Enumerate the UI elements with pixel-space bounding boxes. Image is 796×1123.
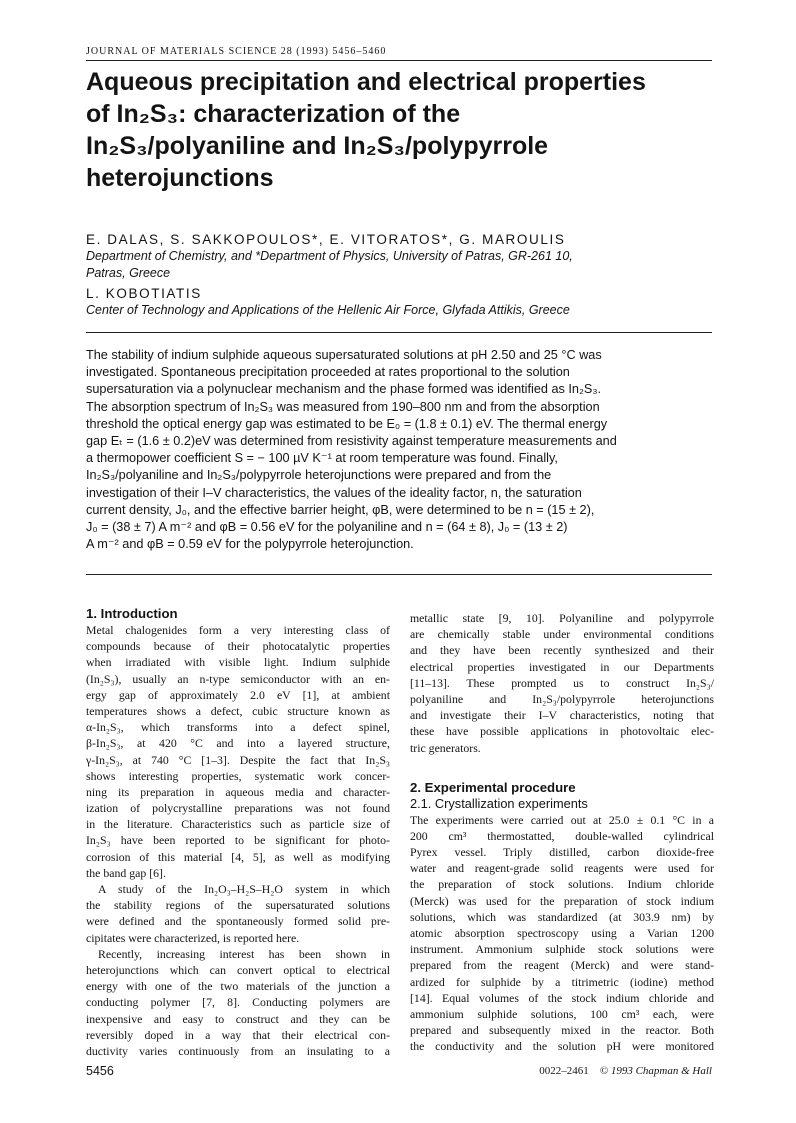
- title-line: Aqueous precipitation and electrical properties: [86, 68, 646, 96]
- copyright-notice: © 1993 Chapman & Hall: [599, 1065, 712, 1077]
- body-line: The experiments were carried out at 25.0 ± 0.1 °C in a: [410, 812, 714, 827]
- body-line: polyaniline and In₂S₃/polypyrrole heterojunctions: [410, 691, 714, 706]
- body-line: heterojunctions which can convert optical to electrical: [86, 962, 390, 977]
- body-line: conducting polymer [7, 8]. Conducting polymers are: [86, 995, 390, 1010]
- running-head: JOURNAL OF MATERIALS SCIENCE 28 (1993) 5456–5460: [86, 46, 387, 57]
- body-line: (In₂S₃), usually an n-type semiconductor with an en-: [86, 671, 390, 686]
- body-line: electrical properties investigated in our Departments: [410, 659, 714, 674]
- issn: 0022–2461: [539, 1065, 589, 1077]
- affiliation-line: Department of Chemistry, and *Department of Physics, University of Patras, GR-261 10,: [86, 249, 573, 263]
- page-number: 5456: [86, 1064, 114, 1078]
- body-line: the band gap [6].: [86, 865, 166, 880]
- body-line: reversibly doped in a way that their electrical con-: [86, 1027, 390, 1042]
- body-line: [11–13]. These prompted us to construct In₂S₃/: [410, 675, 714, 690]
- abstract-top-rule: [86, 332, 712, 333]
- body-line: atomic absorption spectroscopy using a Varian 1200: [410, 926, 714, 940]
- abstract-line: current density, J₀, and the effective barrier height, φB, were determined to be n = (15 ± 2),: [86, 502, 595, 517]
- body-line: and they have been recently synthesized and their: [410, 643, 714, 658]
- right-column: [410, 610, 714, 1055]
- body-line: ergy gap of approximately 2.0 eV [1], at ambient: [86, 687, 390, 702]
- abstract-line: gap Eₜ = (1.6 ± 0.2)eV was determined from resistivity against temperature measurements and: [86, 434, 617, 449]
- subsection-heading-crystallization: 2.1. Crystallization experiments: [410, 795, 588, 811]
- section-heading-introduction: 1. Introduction: [86, 606, 178, 621]
- body-line: and investigate their I–V characteristics, noting that: [410, 708, 714, 723]
- body-line: A study of the In₂O₃–H₂S–H₂O system in which: [98, 882, 390, 896]
- affiliation-line: Patras, Greece: [86, 266, 171, 280]
- body-line: corrosion of this material [4, 5], as well as modifying: [86, 849, 390, 864]
- copyright-line: [539, 1065, 712, 1077]
- body-line: are chemically stable under environmental conditions: [410, 627, 714, 642]
- body-line: energy with one of the two materials of the junction a: [86, 979, 390, 994]
- body-line: metallic state [9, 10]. Polyaniline and polypyrrole: [410, 611, 714, 625]
- header-rule: [86, 60, 712, 61]
- left-column: [86, 606, 390, 1059]
- body-line: In₂S₃ have been reported to be significant for photo-: [86, 833, 390, 848]
- body-line: the conductivity and the solution pH were monitored: [410, 1039, 714, 1054]
- abstract-line: A m⁻² and φB = 0.59 eV for the polypyrrole heterojunction.: [86, 537, 414, 552]
- abstract-line: In₂S₃/polyaniline and In₂S₃/polypyrrole heterojunctions were prepared and from the: [86, 468, 552, 483]
- body-line: solutions, which was standardized (at 303.9 nm) by: [410, 909, 714, 924]
- title-line: In₂S₃/polyaniline and In₂S₃/polypyrrole: [86, 132, 549, 160]
- abstract-line: The stability of indium sulphide aqueous supersaturated solutions at pH 2.50 and 25 °C was: [86, 348, 602, 362]
- body-line: these have possible applications in photovoltaic elec-: [410, 724, 714, 739]
- abstract-line: investigated. Spontaneous precipitation proceeded at rates proportional to the solution: [86, 365, 570, 380]
- body-line: ductivity varies continuously from an insulating to a: [86, 1043, 390, 1058]
- section-spacer: [410, 756, 714, 780]
- body-line: the preparation of stock solutions. Indium chloride: [410, 877, 714, 892]
- affiliation-line: Center of Technology and Applications of the Hellenic Air Force, Glyfada Attikis, Greece: [86, 303, 570, 317]
- title-line: heterojunctions: [86, 164, 274, 192]
- abstract-line: supersaturation via a polynuclear mechanism and the phase formed was identified as In₂S₃.: [86, 382, 602, 397]
- body-line: β-In₂S₃, at 420 °C and into a layered structure,: [86, 736, 390, 751]
- title-line: of In₂S₃: characterization of the: [86, 100, 461, 128]
- body-line: ization of polycrystalline preparations was not found: [86, 801, 390, 816]
- abstract-line: threshold the optical energy gap was estimated to be E₀ = (1.8 ± 0.1) eV. The thermal energy: [86, 416, 608, 431]
- abstract-line: J₀ = (38 ± 7) A m⁻² and φB = 0.56 eV for the polyaniline and n = (64 ± 8), J₀ = (13 ± 2): [86, 520, 568, 535]
- body-line: (Merck) was used for the preparation of stock indium: [410, 893, 714, 908]
- body-line: in the literature. Characteristics such as particle size of: [86, 817, 390, 832]
- abstract-line: The absorption spectrum of In₂S₃ was measured from 190–800 nm and from the absorption: [86, 399, 600, 414]
- body-line: [14]. Equal volumes of the stock indium chloride and: [410, 990, 714, 1005]
- affiliation-2: [86, 302, 726, 319]
- body-line: α-In₂S₃, which transforms into a defect spinel,: [86, 720, 390, 735]
- section-heading-experimental: 2. Experimental procedure: [410, 779, 576, 795]
- abstract-line: investigation of their I–V characteristics, the values of the ideality factor, n, the saturation: [86, 485, 582, 500]
- body-line: instrument. Ammonium sulphide stock solutions were: [410, 942, 714, 957]
- body-line: compounds because of their photocatalytic properties: [86, 639, 390, 654]
- body-line: 200 cm³ thermostatted, double-walled cylindrical: [410, 828, 714, 843]
- author-list-2: L. KOBOTIATIS: [86, 286, 202, 301]
- abstract-line: a thermopower coefficient S = − 100 µV K⁻¹ at room temperature was found. Finally,: [86, 451, 558, 466]
- body-line: shows interesting properties, systematic work concer-: [86, 768, 390, 783]
- body-line: water and reagent-grade solid reagents were used for: [410, 861, 714, 876]
- abstract: [86, 347, 712, 553]
- body-line: cipitates were characterized, is reported here.: [86, 930, 300, 945]
- article-title: [86, 66, 726, 194]
- body-line: tric generators.: [410, 740, 481, 755]
- body-line: ning its preparation in aqueous media and character-: [86, 784, 390, 799]
- body-line: γ-In₂S₃, at 740 °C [1–3]. Despite the fact that In₂S₃: [86, 752, 390, 767]
- body-line: Metal chalogenides form a very interesting class of: [86, 623, 390, 637]
- body-line: were defined and the spontaneously formed solid pre-: [86, 914, 390, 929]
- body-line: ardized for sulphide by a titrimetric (iodine) method: [410, 974, 714, 989]
- body-line: when irradiated with visible light. Indium sulphide: [86, 655, 390, 670]
- body-line: Pyrex vessel. Triply distilled, carbon dioxide-free: [410, 845, 714, 860]
- abstract-bottom-rule: [86, 574, 712, 575]
- body-line: the stability regions of the supersaturated solutions: [86, 898, 390, 913]
- body-line: prepared from the reagent (Merck) and were stand-: [410, 958, 714, 973]
- body-line: ammonium sulphide solutions, 100 cm³ each, were: [410, 1006, 714, 1021]
- body-line: prepared and subsequently mixed in the reactor. Both: [410, 1023, 714, 1038]
- body-line: temperatures shows a defect, cubic structure known as: [86, 703, 390, 718]
- body-line: Recently, increasing interest has been shown in: [98, 946, 390, 961]
- affiliation-1: [86, 248, 726, 282]
- author-list-1: E. DALAS, S. SAKKOPOULOS*, E. VITORATOS*, G. MAROULIS: [86, 232, 566, 247]
- body-line: inexpensive and easy to construct and they can be: [86, 1011, 390, 1026]
